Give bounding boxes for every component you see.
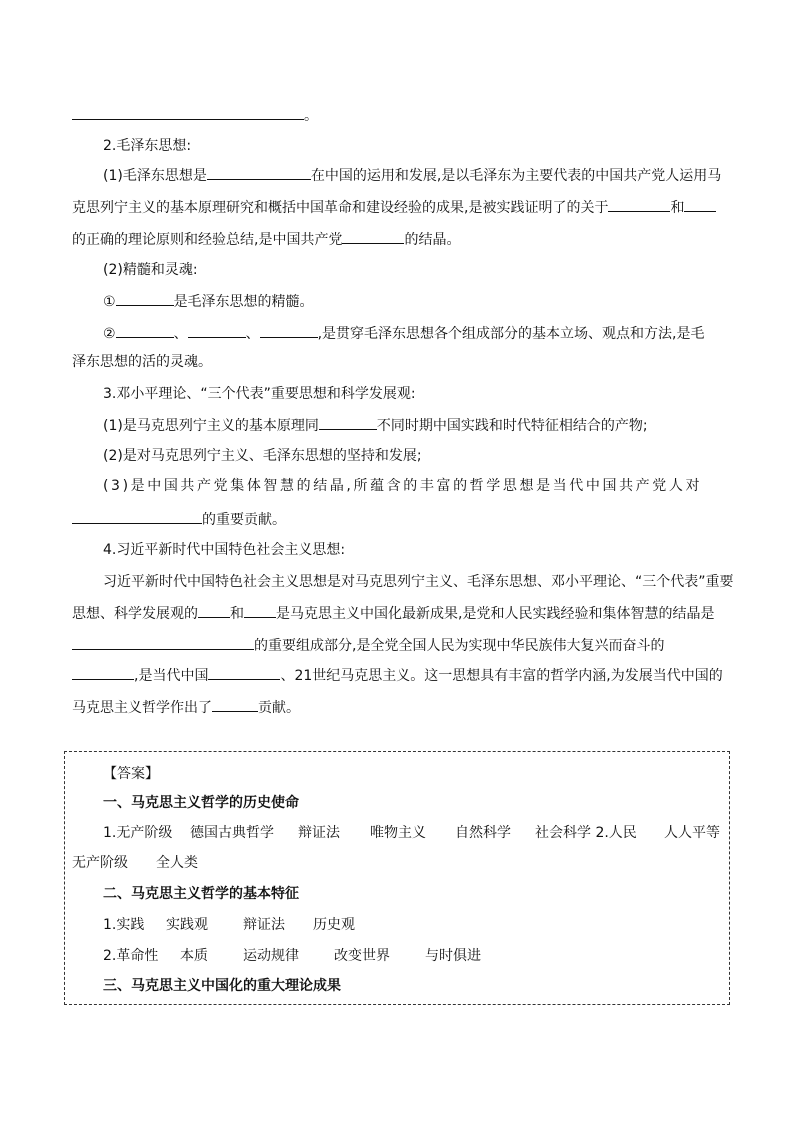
mao-heading: 2.毛泽东思想: bbox=[103, 138, 192, 154]
mao-p1-line1: (1)毛泽东思想是 在中国的运用和发展,是以毛泽东为主要代表的中国共产党人运用马 bbox=[103, 164, 721, 186]
answer-s1-item-7: 人人平等 bbox=[664, 825, 720, 841]
fill-blank bbox=[319, 414, 377, 430]
answer-section3-title: 三、马克思主义中国化的重大理论成果 bbox=[103, 978, 341, 994]
mao-p2-heading: (2)精髓和灵魂: bbox=[103, 262, 198, 278]
answer-section2-title: 二、马克思主义哲学的基本特征 bbox=[103, 886, 299, 902]
fill-blank bbox=[72, 508, 202, 524]
answer-s1-line2-item-1: 无产阶级 bbox=[72, 855, 128, 871]
mao-p1-line2: 克思列宁主义的基本原理研究和概括中国革命和建设经验的成果,是被实践证明了的关于 和 bbox=[72, 196, 716, 218]
fill-blank bbox=[116, 322, 174, 338]
xi-heading: 4.习近平新时代中国特色社会主义思想: bbox=[103, 542, 346, 558]
answer-s2-r1-item-4: 历史观 bbox=[313, 917, 355, 933]
mao-p2-item2: ② 、 、 ,是贯穿毛泽东思想各个组成部分的基本立场、观点和方法,是毛 bbox=[103, 322, 704, 344]
answer-s1-item-6: 社会科学 2.人民 bbox=[535, 825, 637, 841]
answer-s1-item-4: 唯物主义 bbox=[370, 825, 426, 841]
deng-heading: 3.邓小平理论、“三个代表”重要思想和科学发展观: bbox=[103, 386, 416, 402]
xi-line5: 马克思主义哲学作出了 贡献。 bbox=[72, 696, 300, 718]
fill-blank bbox=[207, 164, 311, 180]
xi-line2: 思想、科学发展观的 和 是马克思主义中国化最新成果,是党和人民实践经验和集体智慧的结晶是 bbox=[72, 602, 714, 624]
answer-s2-r1-item-3: 辩证法 bbox=[243, 917, 285, 933]
answer-s1-item-3: 辩证法 bbox=[298, 825, 340, 841]
mao-p1-line3: 的正确的理论原则和经验总结,是中国共产党 的结晶。 bbox=[72, 228, 460, 250]
answer-s1-line2-item-2: 全人类 bbox=[156, 855, 198, 871]
deng-p1: (1)是马克思列宁主义的基本原理同 不同时期中国实践和时代特征相结合的产物; bbox=[103, 414, 648, 436]
fill-blank bbox=[72, 634, 254, 650]
fill-blank bbox=[342, 228, 404, 244]
answer-label: 【答案】 bbox=[103, 766, 159, 782]
fill-blank bbox=[212, 696, 258, 712]
end-mark: 。 bbox=[304, 108, 318, 124]
deng-p3-line2: 的重要贡献。 bbox=[72, 508, 286, 530]
answer-s1-item-5: 自然科学 bbox=[455, 825, 511, 841]
answer-s1-item-2: 德国古典哲学 bbox=[190, 825, 274, 841]
fill-blank bbox=[608, 196, 670, 212]
answer-s2-r1-item-2: 实践观 bbox=[166, 917, 208, 933]
fill-blank bbox=[260, 322, 318, 338]
fill-blank bbox=[188, 322, 246, 338]
deng-p2: (2)是对马克思列宁主义、毛泽东思想的坚持和发展; bbox=[103, 448, 422, 464]
xi-line3: 的重要组成部分,是全党全国人民为实现中华民族伟大复兴而奋斗的 bbox=[72, 634, 664, 656]
fill-blank bbox=[244, 602, 276, 618]
answer-s2-r2-item-2: 本质 bbox=[180, 948, 208, 964]
answer-s2-r2-item-1: 2.革命性 bbox=[103, 948, 159, 964]
fill-blank bbox=[72, 104, 304, 120]
fill-blank bbox=[684, 196, 716, 212]
xi-line1: 习近平新时代中国特色社会主义思想是对马克思列宁主义、毛泽东思想、邓小平理论、“三个代表”重要 bbox=[103, 574, 734, 590]
answer-s2-r1-item-1: 1.实践 bbox=[103, 917, 145, 933]
xi-line4: ,是当代中国 、21世纪马克思主义。这一思想具有丰富的哲学内涵,为发展当代中国的 bbox=[72, 664, 723, 686]
mao-p2-item2-line2: 泽东思想的活的灵魂。 bbox=[72, 354, 212, 370]
mao-p2-item1: ① 是毛泽东思想的精髓。 bbox=[103, 290, 314, 312]
answer-section1-title: 一、马克思主义哲学的历史使命 bbox=[103, 795, 299, 811]
fill-blank bbox=[72, 664, 134, 680]
answer-s1-item-1: 1.无产阶级 bbox=[103, 825, 173, 841]
fill-blank bbox=[208, 664, 280, 680]
fill-blank bbox=[198, 602, 230, 618]
continuation-line bbox=[72, 104, 318, 126]
deng-p3: (3)是中国共产党集体智慧的结晶,所蕴含的丰富的哲学思想是当代中国共产党人对 bbox=[103, 478, 703, 494]
answer-box bbox=[64, 751, 730, 1005]
answer-s2-r2-item-4: 改变世界 bbox=[334, 948, 390, 964]
fill-blank bbox=[116, 290, 174, 306]
answer-s2-r2-item-3: 运动规律 bbox=[243, 948, 299, 964]
answer-s2-r2-item-5: 与时俱进 bbox=[425, 948, 481, 964]
